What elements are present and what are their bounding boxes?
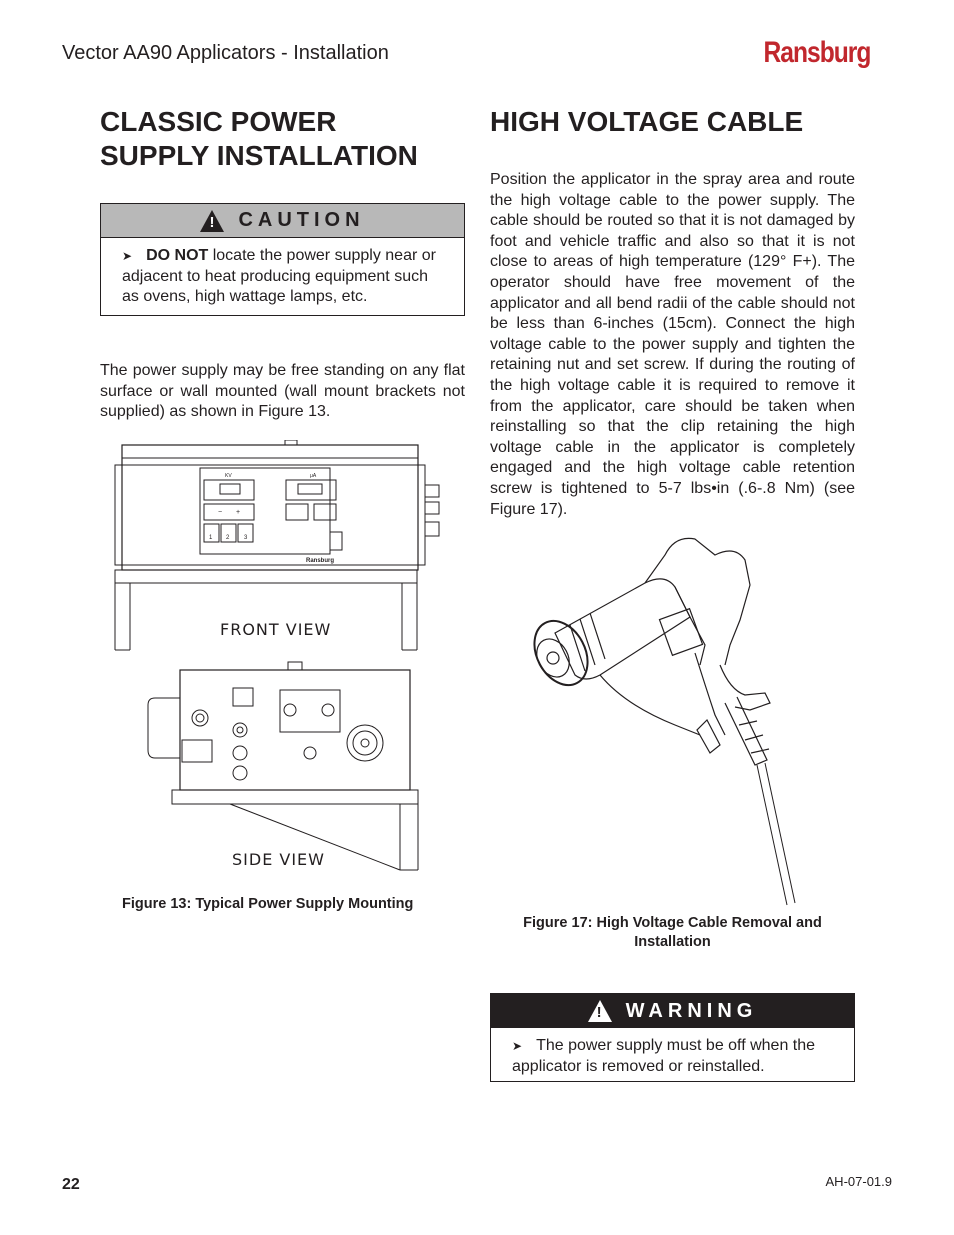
caution-lead: DO NOT	[146, 247, 209, 264]
svg-text:μA: μA	[310, 473, 317, 479]
power-supply-drawing	[110, 440, 455, 875]
header-title: Vector AA90 Applicators - Installation	[62, 42, 389, 64]
document-code: AH-07-01.9	[825, 1174, 892, 1189]
figure-13-caption: Figure 13: Typical Power Supply Mounting	[122, 896, 414, 912]
section-heading-hv-cable: HIGH VOLTAGE CABLE	[490, 106, 804, 137]
svg-text:FRONT VIEW: FRONT VIEW	[220, 620, 332, 639]
svg-text:−: −	[218, 509, 223, 516]
warning-triangle-icon: !	[200, 210, 224, 232]
svg-text:1: 1	[209, 535, 213, 541]
caution-text	[101, 238, 464, 318]
bullet-arrow-icon: ➤	[122, 249, 133, 263]
warning-bar	[491, 994, 854, 1028]
svg-text:Ransburg: Ransburg	[306, 558, 335, 564]
section-heading-power-supply: CLASSIC POWER SUPPLY INSTALLATION	[100, 106, 418, 171]
warning-box	[490, 993, 855, 1082]
hv-cable-paragraph: Position the applicator in the spray area and route the high voltage cable to the power supply. The cable should be routed so that it is not damaged by foot and vehicle traffic and also so that it is not close to areas of high temperature (129° F+). The operator should have free movement of the applicator and all bend radii of the cable should not be less than 6-inches (15cm). Connect the high voltage cable to the power supply and tighten the retaining nut and set screw. If during the routing of the high voltage cable it is required to remove it from the applicator, care should be taken when reinstalling so that the clip retaining the high voltage cable in the applicator is completely engaged and the high voltage cable retention screw is tightened to 5-7 lbs•in (.6-.8 Nm) (see Figure 17).	[490, 171, 855, 518]
caution-box	[100, 203, 465, 316]
brand-logo: Ransburg	[763, 36, 870, 69]
power-supply-paragraph: The power supply may be free standing on any flat surface or wall mounted (wall mount brackets not supplied) as shown in Figure 13.	[100, 362, 465, 421]
warning-body: The power supply must be off when the applicator is removed or reinstalled.	[512, 1037, 816, 1075]
warning-label: WARNING	[625, 999, 758, 1022]
svg-text:2: 2	[226, 535, 230, 541]
page-number: 22	[62, 1176, 80, 1193]
svg-text:3: 3	[244, 535, 248, 541]
warning-triangle-icon: !	[588, 1000, 612, 1022]
warning-text	[491, 1028, 854, 1087]
bullet-arrow-icon: ➤	[512, 1039, 523, 1053]
caution-label: CAUTION	[238, 209, 365, 231]
caution-bar	[101, 204, 464, 238]
svg-text:+: +	[236, 509, 241, 516]
figure-17-caption: Figure 17: High Voltage Cable Removal and Installation	[523, 915, 822, 950]
caution-body: locate the power supply near or adjacent to heat producing equipment such as ovens, high wattage lamps, etc.	[122, 247, 436, 305]
svg-text:SIDE VIEW: SIDE VIEW	[232, 850, 325, 869]
applicator-gun-drawing	[525, 525, 800, 910]
svg-text:KV: KV	[225, 473, 232, 479]
